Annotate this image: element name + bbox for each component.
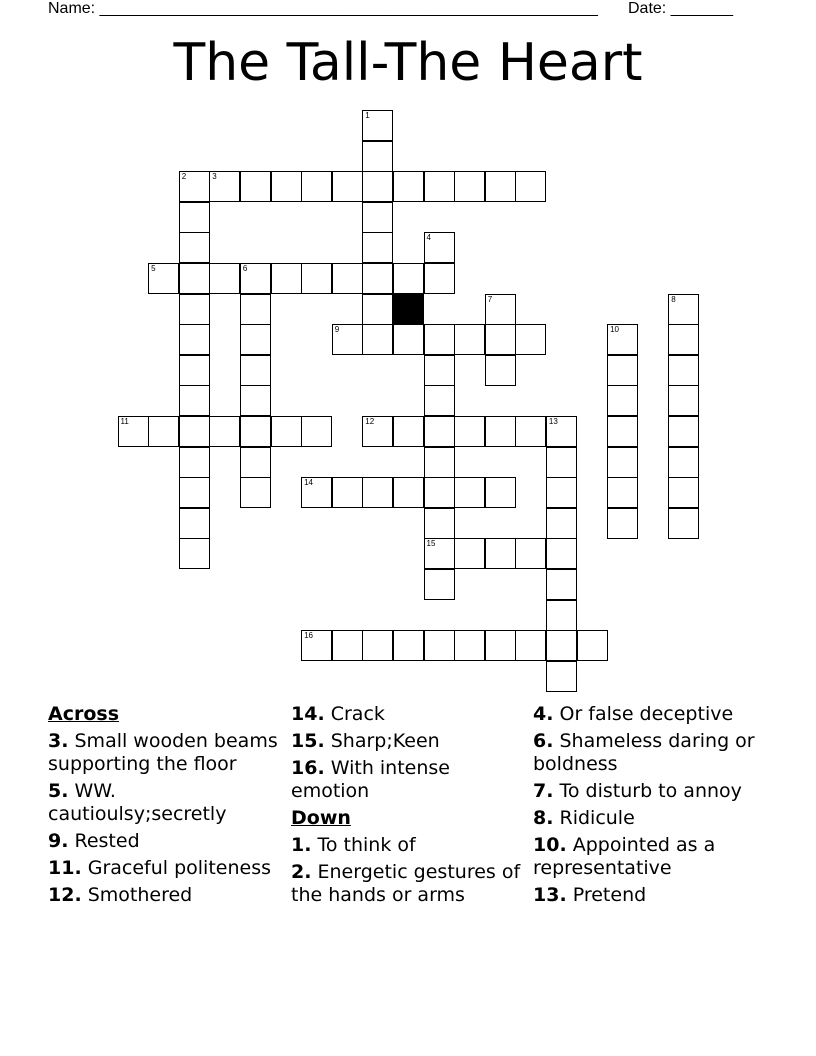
grid-cell[interactable] (546, 569, 577, 600)
grid-cell[interactable] (179, 294, 210, 325)
grid-cell[interactable] (148, 263, 179, 294)
grid-cell[interactable] (393, 263, 424, 294)
page-title: The Tall-The Heart (173, 33, 643, 93)
grid-cell[interactable] (424, 263, 455, 294)
grid-cell[interactable] (424, 569, 455, 600)
grid-cell[interactable] (240, 355, 271, 386)
clue-number: 2 (181, 172, 187, 182)
name-field[interactable]: Name: ________________________________________________________ (48, 0, 598, 17)
grid-cell[interactable] (454, 324, 485, 355)
grid-cell[interactable] (546, 508, 577, 539)
grid-cell[interactable] (301, 630, 332, 661)
grid-cell[interactable] (607, 355, 638, 386)
clues-column-3 (533, 703, 773, 911)
grid-cell[interactable] (546, 477, 577, 508)
grid-cell[interactable] (515, 324, 546, 355)
grid-cell[interactable] (179, 538, 210, 569)
grid-cell[interactable] (179, 171, 210, 202)
grid-cell[interactable] (546, 538, 577, 569)
grid-cell[interactable] (301, 171, 332, 202)
grid-cell[interactable] (179, 355, 210, 386)
clue-down-4: 4. Or false deceptive (533, 703, 734, 725)
grid-cell[interactable] (485, 294, 516, 325)
grid-cell[interactable] (454, 416, 485, 447)
clue-number: 7 (487, 294, 493, 304)
grid-cell[interactable] (332, 171, 363, 202)
grid-cell[interactable] (424, 416, 455, 447)
grid-cell[interactable] (301, 477, 332, 508)
clue-down-10: 10. Appointed as a representative (533, 834, 716, 879)
grid-cell[interactable] (118, 416, 149, 447)
grid-cell[interactable] (362, 416, 393, 447)
grid-cell[interactable] (485, 355, 516, 386)
grid-cell[interactable] (240, 294, 271, 325)
grid-cell[interactable] (668, 477, 699, 508)
grid-cell[interactable] (668, 416, 699, 447)
clue-across-12: 12. Smothered (48, 884, 193, 906)
grid-cell[interactable] (546, 416, 577, 447)
grid-cell[interactable] (393, 477, 424, 508)
clue-number: 10 (610, 325, 619, 335)
grid-cell[interactable] (271, 416, 302, 447)
grid-cell[interactable] (668, 385, 699, 416)
grid-cell[interactable] (209, 171, 240, 202)
grid-cell[interactable] (424, 232, 455, 263)
grid-cell[interactable] (485, 171, 516, 202)
clue-down-8: 8. Ridicule (533, 807, 635, 829)
grid-cell[interactable] (607, 447, 638, 478)
grid-cell[interactable] (515, 171, 546, 202)
clue-across-14: 14. Crack (291, 703, 385, 725)
grid-cell[interactable] (393, 416, 424, 447)
clue-number: 9 (334, 325, 340, 335)
grid-cell[interactable] (454, 538, 485, 569)
clue-number: 1 (365, 111, 370, 120)
grid-cell[interactable] (607, 416, 638, 447)
grid-cell[interactable] (362, 202, 393, 233)
grid-cell[interactable] (362, 477, 393, 508)
clue-across-5: 5. WW. cautioulsy;secretly (48, 780, 227, 825)
clue-across-11: 11. Graceful politeness (48, 857, 271, 879)
grid-cell[interactable] (577, 630, 608, 661)
grid-cell[interactable] (179, 416, 210, 447)
grid-cell[interactable] (362, 294, 393, 325)
grid-cell[interactable] (362, 324, 393, 355)
grid-cell[interactable] (271, 263, 302, 294)
grid-cell[interactable] (332, 324, 363, 355)
blocked-cell (393, 294, 424, 325)
grid-cell[interactable] (454, 630, 485, 661)
grid-cell[interactable] (607, 324, 638, 355)
grid-cell[interactable] (424, 447, 455, 478)
grid-cell[interactable] (332, 263, 363, 294)
grid-cell[interactable] (179, 263, 210, 294)
grid-cell[interactable] (485, 324, 516, 355)
clue-number: 6 (242, 264, 248, 273)
grid-cell[interactable] (424, 538, 455, 569)
clue-number: 8 (671, 294, 676, 304)
grid-cell[interactable] (424, 477, 455, 508)
grid-cell[interactable] (515, 416, 546, 447)
grid-cell[interactable] (362, 232, 393, 263)
grid-cell[interactable] (362, 263, 393, 294)
grid-cell[interactable] (546, 447, 577, 478)
grid-cell[interactable] (424, 508, 455, 539)
grid-cell[interactable] (668, 508, 699, 539)
grid-cell[interactable] (424, 385, 455, 416)
grid-cell[interactable] (209, 416, 240, 447)
grid-cell[interactable] (362, 110, 393, 141)
clue-number: 5 (151, 264, 156, 273)
grid-cell[interactable] (393, 630, 424, 661)
grid-cell[interactable] (179, 385, 210, 416)
grid-cell[interactable] (240, 263, 271, 294)
grid-cell[interactable] (546, 600, 577, 631)
grid-cell[interactable] (332, 477, 363, 508)
grid-cell[interactable] (240, 447, 271, 478)
grid-cell[interactable] (607, 477, 638, 508)
grid-cell[interactable] (668, 355, 699, 386)
grid-cell[interactable] (179, 508, 210, 539)
grid-cell[interactable] (454, 171, 485, 202)
grid-cell[interactable] (485, 538, 516, 569)
grid-cell[interactable] (424, 324, 455, 355)
grid-cell[interactable] (362, 141, 393, 172)
grid-cell[interactable] (179, 324, 210, 355)
clue-down-7: 7. To disturb to annoy (533, 780, 742, 802)
down-heading: Down (291, 807, 351, 829)
grid-cell[interactable] (424, 630, 455, 661)
grid-cell[interactable] (668, 447, 699, 478)
clue-across-9: 9. Rested (48, 830, 140, 852)
grid-cell[interactable] (240, 416, 271, 447)
grid-cell[interactable] (424, 171, 455, 202)
grid-cell[interactable] (240, 171, 271, 202)
grid-cell[interactable] (424, 355, 455, 386)
clue-across-3: 3. Small wooden beams supporting the floor (48, 730, 278, 775)
grid-cell[interactable] (240, 477, 271, 508)
grid-cell[interactable] (271, 171, 302, 202)
grid-cell[interactable] (301, 263, 332, 294)
clue-number: 4 (426, 233, 431, 243)
clue-number: 11 (120, 417, 129, 426)
grid-cell[interactable] (485, 477, 516, 508)
grid-cell[interactable] (332, 630, 363, 661)
date-field[interactable]: Date: _______ (628, 0, 733, 17)
grid-cell[interactable] (362, 171, 393, 202)
clue-number: 14 (304, 478, 313, 488)
grid-cell[interactable] (546, 630, 577, 661)
grid-cell[interactable] (179, 477, 210, 508)
grid-cell[interactable] (485, 630, 516, 661)
grid-cell[interactable] (607, 385, 638, 416)
grid-cell[interactable] (607, 508, 638, 539)
grid-cell[interactable] (393, 324, 424, 355)
clues-column-1 (48, 703, 280, 911)
grid-cell[interactable] (179, 232, 210, 263)
across-heading: Across (48, 703, 120, 725)
grid-cell[interactable] (668, 294, 699, 325)
clue-number: 13 (548, 417, 558, 426)
clue-down-2: 2. Energetic gestures of the hands or arms (291, 861, 521, 906)
clue-number: 15 (426, 539, 436, 549)
clues-column-2 (291, 703, 525, 911)
clue-down-13: 13. Pretend (533, 884, 647, 906)
grid-cell[interactable] (454, 477, 485, 508)
grid-cell[interactable] (301, 416, 332, 447)
clue-number: 3 (212, 172, 217, 182)
clue-number: 12 (365, 417, 375, 426)
grid-cell[interactable] (546, 661, 577, 692)
clue-across-15: 15. Sharp;Keen (291, 730, 440, 752)
grid-cell[interactable] (485, 416, 516, 447)
clue-number: 16 (304, 631, 313, 641)
grid-cell[interactable] (515, 538, 546, 569)
grid-cell[interactable] (515, 630, 546, 661)
grid-cell[interactable] (148, 416, 179, 447)
grid-cell[interactable] (393, 171, 424, 202)
grid-cell[interactable] (240, 385, 271, 416)
grid-cell[interactable] (179, 202, 210, 233)
grid-cell[interactable] (362, 630, 393, 661)
grid-cell[interactable] (668, 324, 699, 355)
clue-down-6: 6. Shameless daring or boldness (533, 730, 755, 775)
grid-cell[interactable] (240, 324, 271, 355)
clue-across-16: 16. With intense emotion (291, 757, 450, 802)
grid-cell[interactable] (209, 263, 240, 294)
clue-down-1: 1. To think of (291, 834, 416, 856)
grid-cell[interactable] (179, 447, 210, 478)
